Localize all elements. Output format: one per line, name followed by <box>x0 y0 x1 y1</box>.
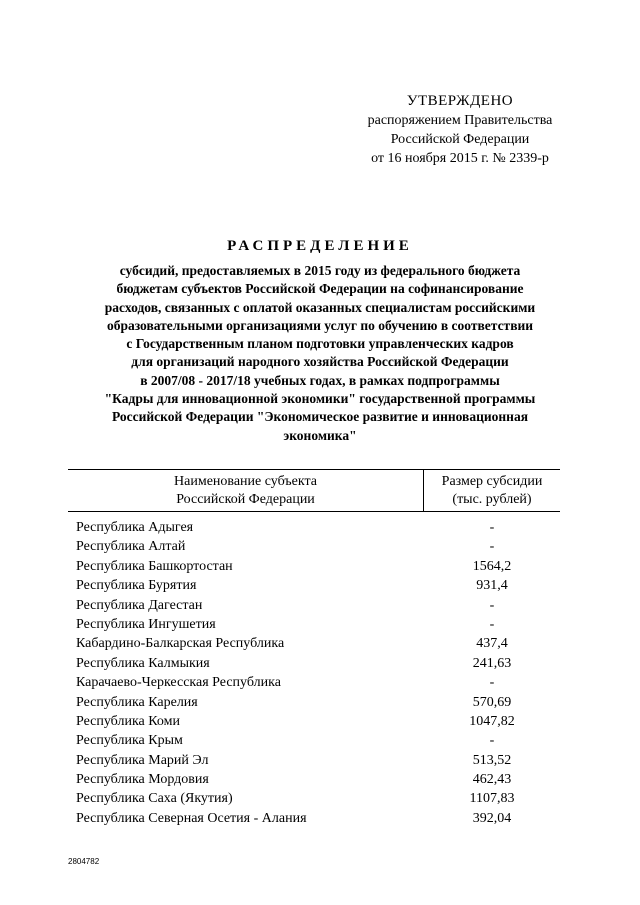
table-row <box>68 557 560 576</box>
table-row <box>68 751 560 770</box>
region-name: Республика Алтай <box>76 539 186 555</box>
region-name: Республика Марий Эл <box>76 752 209 768</box>
table-row <box>68 789 560 808</box>
subtitle-line: "Кадры для инновационной экономики" государственной программы <box>104 391 536 407</box>
region-name: Республика Мордовия <box>76 772 209 788</box>
subsidy-amount: 1047,82 <box>469 713 515 729</box>
subsidy-amount: 931,4 <box>476 578 508 594</box>
region-name: Республика Башкортостан <box>76 558 233 574</box>
table-row <box>68 615 560 634</box>
subtitle-line: субсидий, предоставляемых в 2015 году из федерального бюджета <box>119 263 521 278</box>
subsidy-amount: 513,52 <box>472 752 512 768</box>
table-row <box>68 634 560 653</box>
subsidy-amount: - <box>489 539 495 555</box>
document-subtitle <box>60 262 580 445</box>
subtitle-line: для организаций народного хозяйства Российской Федерации <box>131 354 509 370</box>
subtitle-line: расходов, связанных с оплатой оказанных специалистам российскими <box>104 299 536 315</box>
table-row <box>68 673 560 692</box>
region-name: Республика Калмыкия <box>76 655 210 671</box>
region-name: Карачаево-Черкесская Республика <box>76 675 281 691</box>
region-name: Республика Адыгея <box>76 520 194 535</box>
table-row <box>68 576 560 595</box>
table-row <box>68 770 560 789</box>
subsidy-amount: 570,69 <box>472 694 512 710</box>
subsidy-amount: 241,63 <box>472 655 512 671</box>
table-row <box>68 596 560 615</box>
table-header <box>68 469 560 512</box>
subsidy-amount: - <box>489 616 495 632</box>
subsidy-amount: 437,4 <box>476 636 508 652</box>
subsidy-amount: 462,43 <box>472 772 512 788</box>
region-name: Республика Коми <box>76 713 180 729</box>
table-row <box>68 693 560 712</box>
region-name: Республика Дагестан <box>76 597 203 613</box>
subtitle-line: в 2007/08 - 2017/18 учебных годах, в рамках подпрограммы <box>140 372 500 388</box>
approval-line-3: от 16 ноября 2015 г. № 2339-р <box>371 151 549 166</box>
table-row <box>68 809 560 828</box>
region-name: Республика Ингушетия <box>76 616 216 632</box>
subsidy-amount: - <box>489 733 495 749</box>
subtitle-line: экономика" <box>283 427 357 443</box>
subsidy-amount: - <box>489 675 495 691</box>
subtitle-line: с Государственным планом подготовки управленческих кадров <box>126 336 514 352</box>
table-row <box>68 712 560 731</box>
subsidy-table <box>68 469 560 828</box>
region-name: Республика Карелия <box>76 694 198 710</box>
subsidy-amount: 1564,2 <box>472 558 512 574</box>
subsidy-amount: - <box>489 597 495 613</box>
subtitle-line: бюджетам субъектов Российской Федерации на софинансирование <box>116 281 524 297</box>
subsidy-amount: 1107,83 <box>469 791 515 807</box>
table-row <box>68 654 560 673</box>
region-name: Республика Крым <box>76 733 183 749</box>
table-row <box>68 537 560 556</box>
table-row <box>68 518 560 537</box>
subtitle-line: Российской Федерации "Экономическое развитие и инновационная <box>111 409 528 425</box>
column-header-amount: Размер субсидии (тыс. рублей) <box>441 474 543 507</box>
table-row <box>68 731 560 750</box>
table-body <box>68 518 560 828</box>
approval-heading: УТВЕРЖДЕНО <box>406 93 514 109</box>
approval-line-2: Российской Федерации <box>390 132 530 147</box>
region-name: Кабардино-Балкарская Республика <box>76 636 285 652</box>
document-code: 2804782 <box>68 857 100 866</box>
subsidy-amount: 392,04 <box>472 810 512 826</box>
subtitle-line: образовательными организациями услуг по обучению в соответствии <box>106 317 534 333</box>
region-name: Республика Северная Осетия - Алания <box>76 810 307 826</box>
column-header-region: Наименование субъекта Российской Федерации <box>68 470 424 511</box>
document-title: РАСПРЕДЕЛЕНИЕ <box>227 238 413 254</box>
subsidy-amount: - <box>489 520 495 535</box>
approval-line-1: распоряжением Правительства <box>367 113 553 128</box>
region-name: Республика Саха (Якутия) <box>76 791 233 807</box>
approval-stamp <box>340 92 580 168</box>
region-name: Республика Бурятия <box>76 578 197 594</box>
